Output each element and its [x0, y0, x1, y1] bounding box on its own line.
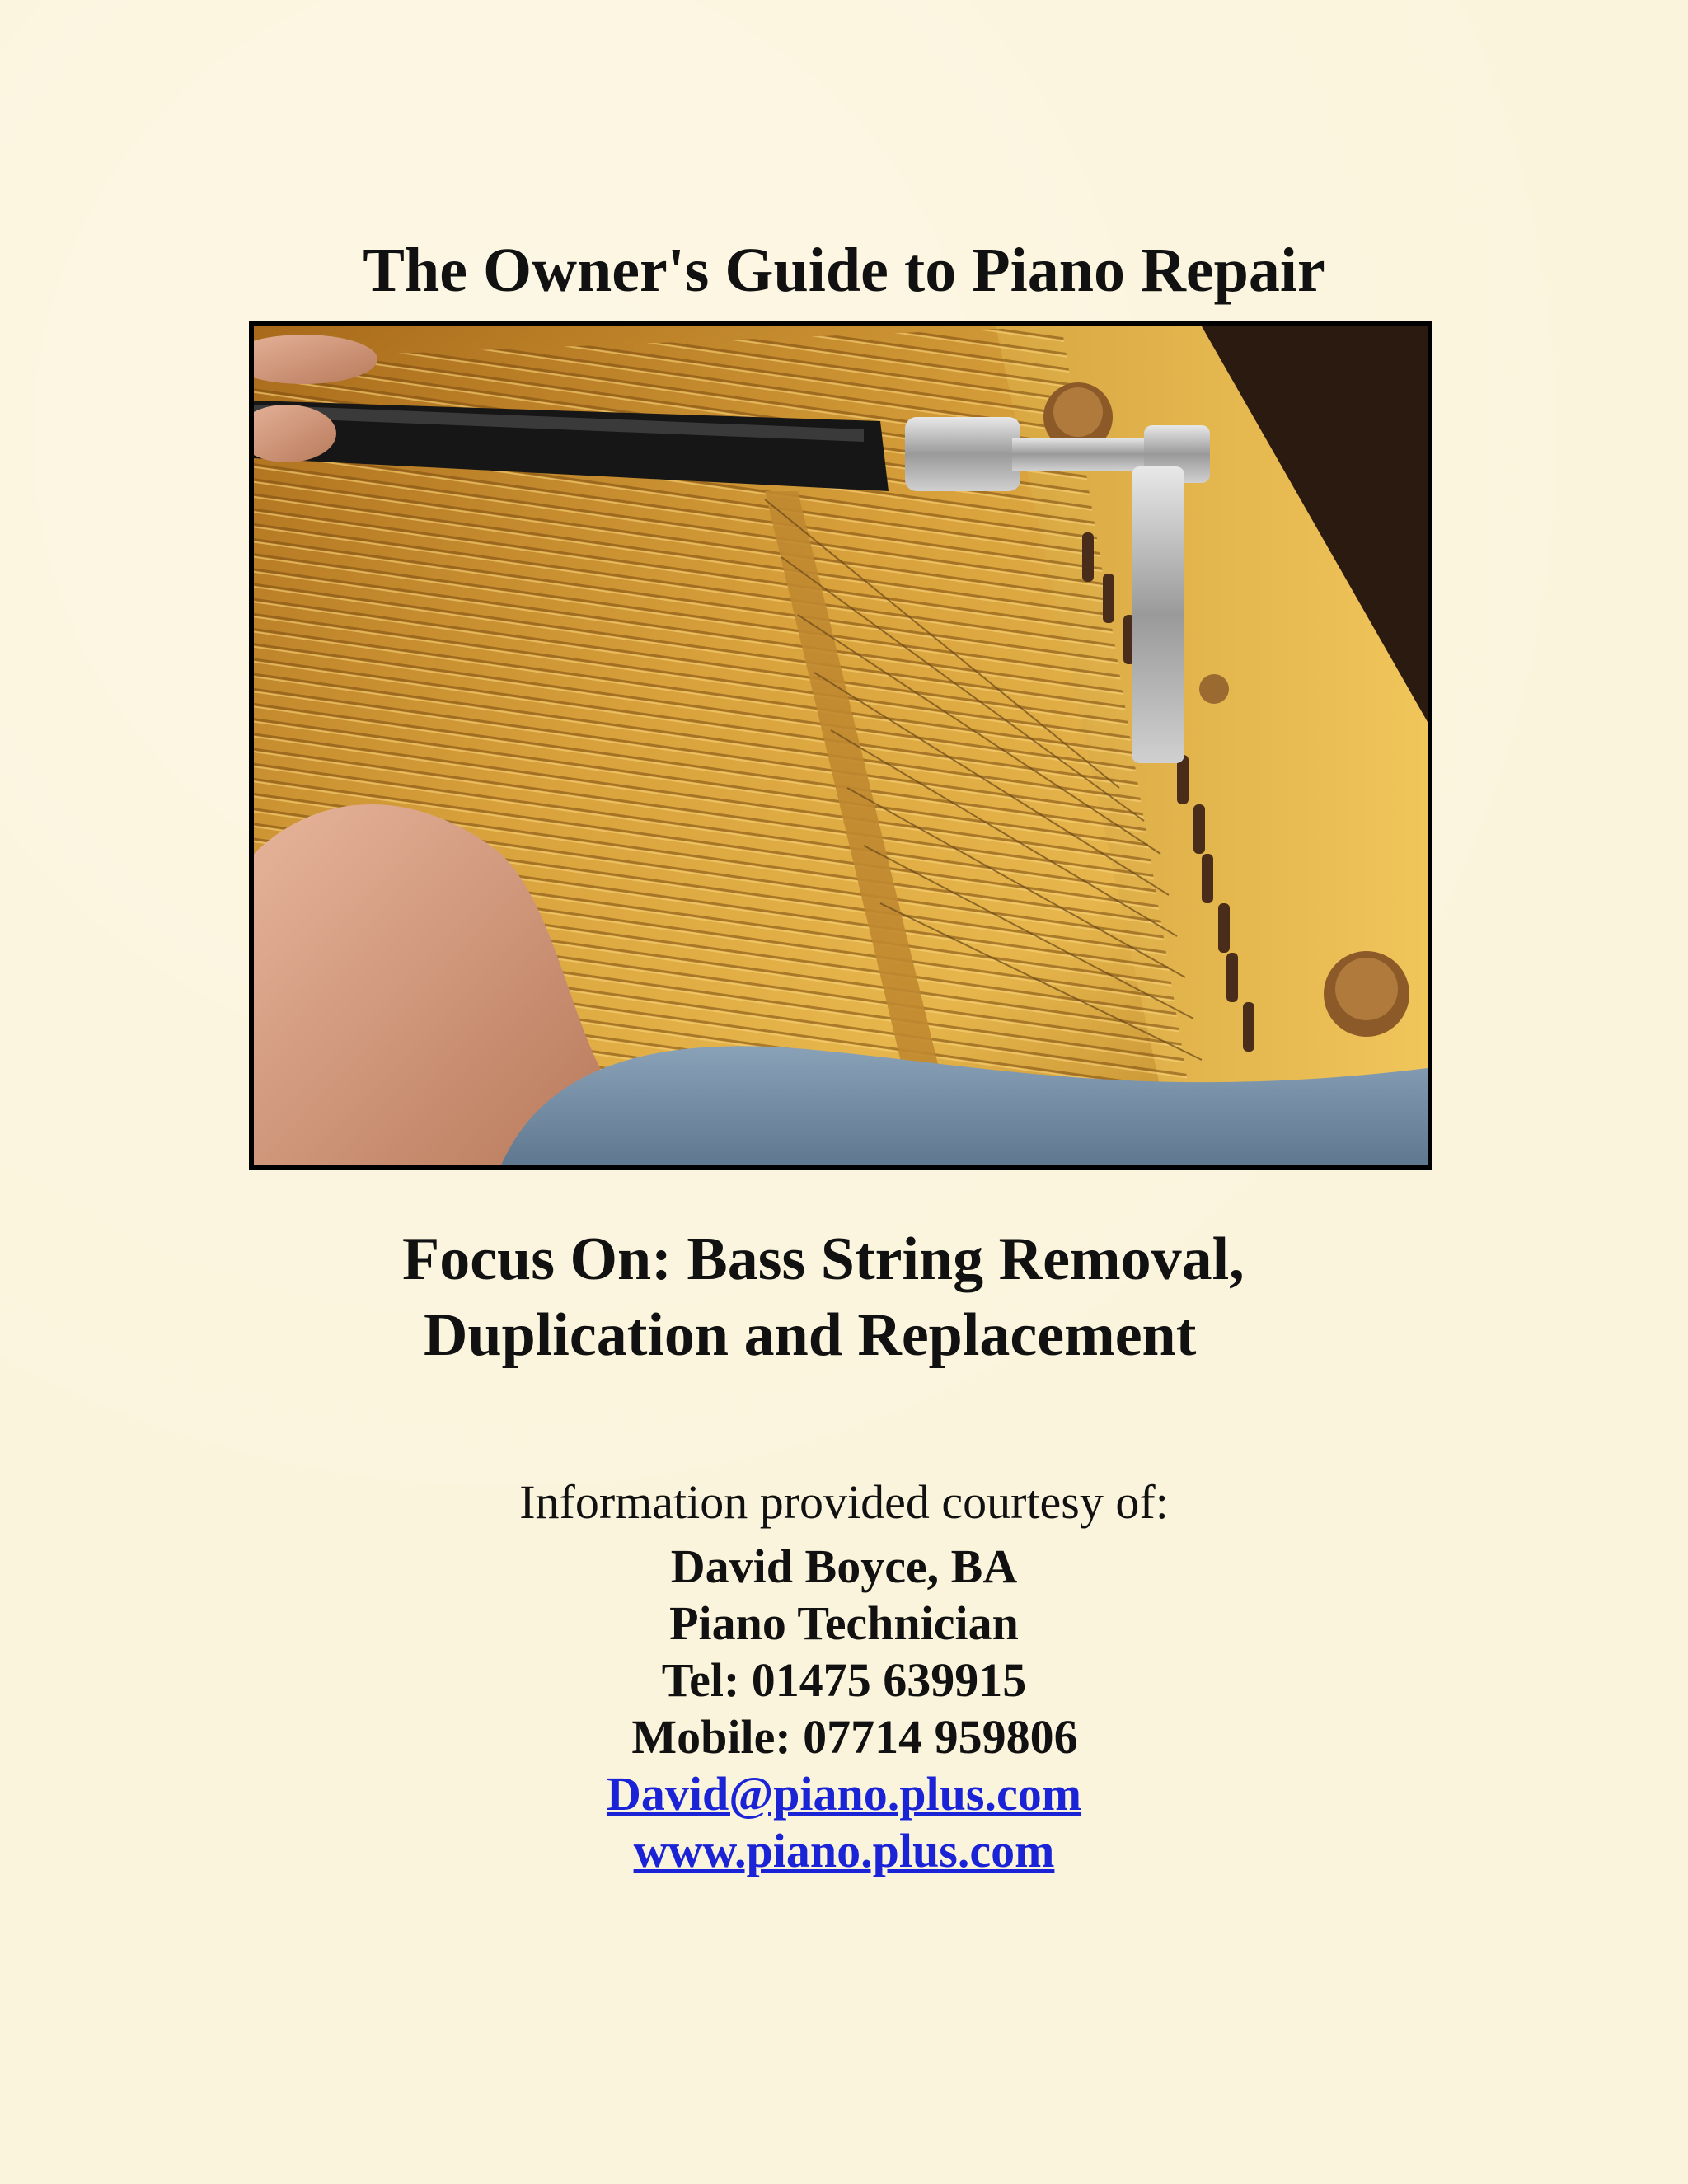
contact-block [0, 1538, 1688, 1879]
email-link[interactable]: David@piano.plus.com [606, 1767, 1082, 1821]
contact-role: Piano Technician [669, 1596, 1019, 1650]
contact-tel: Tel: 01475 639915 [661, 1653, 1027, 1707]
subtitle-line-1: Focus On: Bass String Removal, [402, 1226, 1245, 1293]
page-subtitle [0, 1221, 1688, 1373]
piano-string-repair-illustration [254, 326, 1428, 1165]
contact-name: David Boyce, BA [670, 1540, 1018, 1593]
contact-email-row [0, 1765, 1688, 1822]
subtitle-line-2: Duplication and Replacement [424, 1301, 1197, 1369]
page-title: The Owner's Guide to Piano Repair [363, 236, 1325, 305]
courtesy-text: Information provided courtesy of: [519, 1475, 1169, 1529]
piano-repair-photo [249, 321, 1432, 1170]
contact-mobile: Mobile: 07714 959806 [631, 1710, 1078, 1764]
contact-website-row [0, 1822, 1688, 1879]
website-link[interactable]: www.piano.plus.com [633, 1824, 1055, 1877]
